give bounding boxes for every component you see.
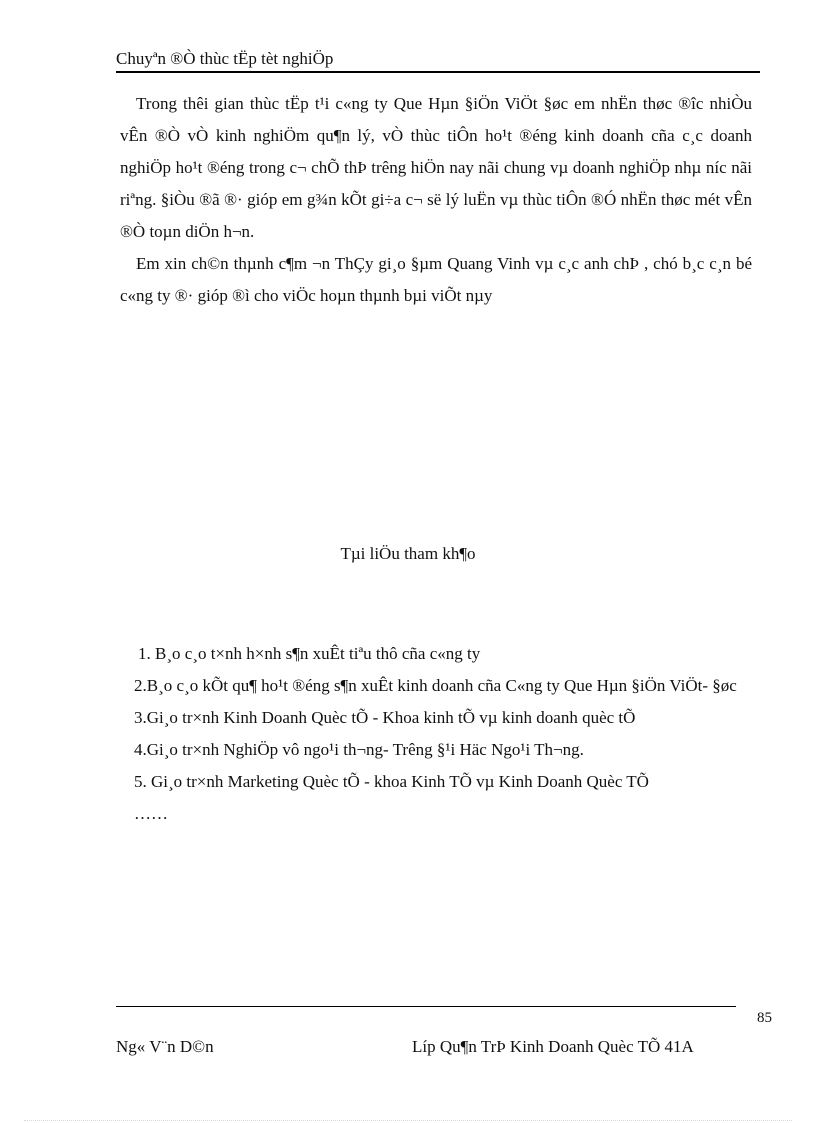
references-list — [120, 638, 752, 830]
page-number: 85 — [757, 1010, 772, 1026]
reference-item: 1. B¸o c¸o t×nh h×nh s¶n xuÊt tiªu thô cña c«ng ty — [138, 644, 481, 663]
header-title: Chuyªn ®Ò thùc tËp tèt nghiÖp — [116, 49, 334, 68]
page-bottom-border — [24, 1120, 792, 1121]
body-paragraph: Trong thêi gian thùc tËp t¹i c«ng ty Que Hµn §iÖn ViÖt §øc em nhËn thøc ®îc nhiÒu vÊn ®Ò vÒ kinh nghiÖm qu¶n lý, vÒ thùc tiÔn ho¹t ®éng kinh doanh cña c¸c doanh nghiÖp ho¹t ®éng trong c¬ chÕ thÞ trêng hiÖn nay nãi chung vµ doanh nghiÖp nhµ níc nãi riªng. §iÒu ®ã ®· gióp em g¾n kÕt gi÷a c¬ së lý luËn vµ thùc tiÔn ®Ó nhËn thøc mét vÊn ®Ò toµn diÖn h¬n. — [120, 94, 752, 241]
reference-item: 2.B¸o c¸o kÕt qu¶ ho¹t ®éng s¶n xuÊt kinh doanh cña C«ng ty Que Hµn §iÖn ViÖt- §øc — [134, 676, 737, 695]
footer-rule — [116, 1006, 736, 1007]
footer-class: Líp Qu¶n TrÞ Kinh Doanh Quèc TÕ 41A — [412, 1037, 694, 1056]
reference-item: 3.Gi¸o tr×nh Kinh Doanh Quèc tÕ - Khoa kinh tÕ vµ kinh doanh quèc tÕ — [134, 708, 636, 727]
reference-item: 5. Gi¸o tr×nh Marketing Quèc tÕ - khoa Kinh TÕ vµ Kinh Doanh Quèc TÕ — [134, 772, 649, 791]
body-text — [120, 88, 752, 312]
references-ellipsis: …… — [134, 804, 168, 823]
header-rule — [116, 71, 760, 73]
footer-author: Ng« V¨n D©n — [116, 1037, 214, 1056]
body-paragraph: Em xin ch©n thµnh c¶m ¬n ThÇy gi¸o §µm Quang Vinh vµ c¸c anh chÞ , chó b¸c c¸n bé c«ng ty ®· gióp ®ì cho viÖc hoµn thµnh bµi viÕt nµy — [120, 254, 752, 305]
reference-item: 4.Gi¸o tr×nh NghiÖp vô ngo¹i th¬ng- Trêng §¹i Häc Ngo¹i Th¬ng. — [134, 740, 584, 759]
references-title: Tµi liÖu tham kh¶o — [340, 544, 476, 563]
